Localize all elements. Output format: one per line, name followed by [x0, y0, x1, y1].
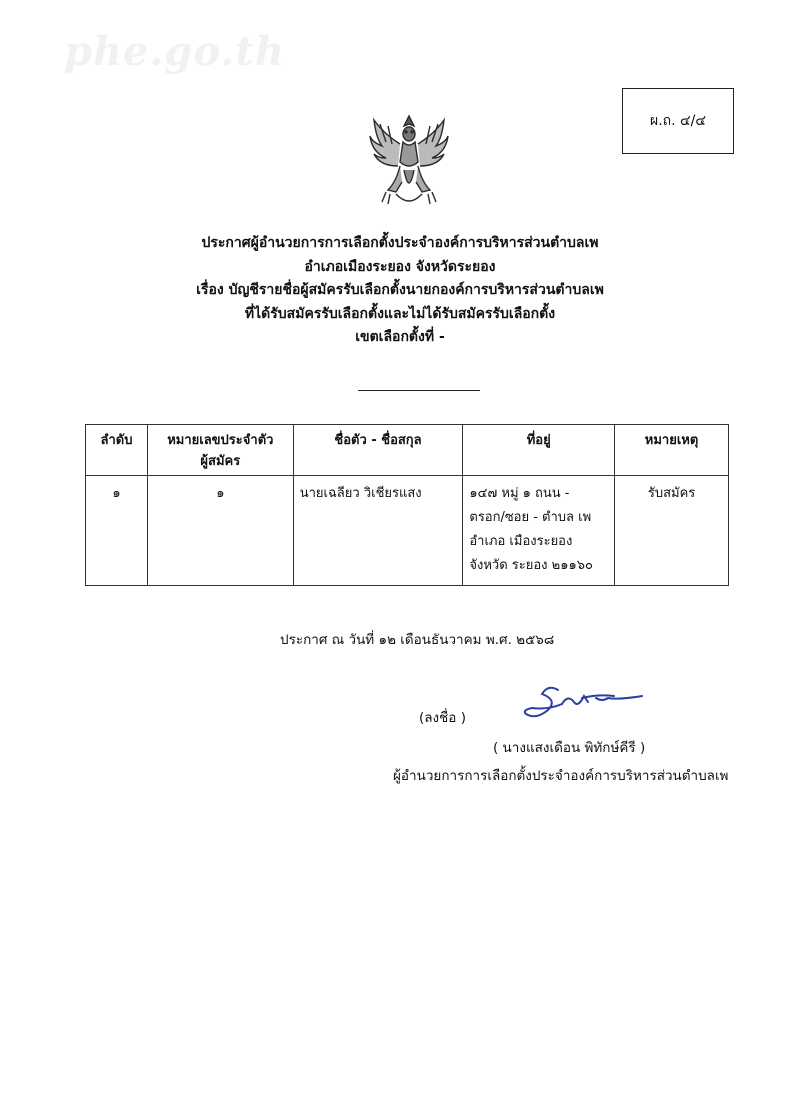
header-candidate-number — [147, 425, 293, 476]
address-line: ๑๔๗ หมู่ ๑ ถนน - — [469, 486, 570, 501]
heading — [0, 232, 800, 350]
header-remark: หมายเหตุ — [615, 425, 729, 476]
cell-order: ๑ — [86, 476, 148, 586]
header-order: ลำดับ — [86, 425, 148, 476]
signer-title: ผู้อำนวยการการเลือกตั้งประจำองค์การบริหารส่วนตำบลเพ — [393, 768, 729, 784]
header-number-line-1: หมายเลขประจำตัว — [167, 433, 274, 448]
cell-candidate-number: ๑ — [147, 476, 293, 586]
signature-label: (ลงชื่อ ) — [419, 710, 466, 726]
header-name: ชื่อตัว - ชื่อสกุล — [293, 425, 463, 476]
table-header-row — [86, 425, 729, 476]
handwritten-signature — [518, 680, 646, 728]
announcement-date: ประกาศ ณ วันที่ ๑๒ เดือนธันวาคม พ.ศ. ๒๕๖๘ — [280, 632, 555, 648]
signer-name: ( นางแสงเดือน พิทักษ์คีรี ) — [493, 740, 646, 756]
cell-address — [463, 476, 615, 586]
address-line: ตรอก/ซอย - ตำบล เพ — [469, 510, 592, 525]
form-code: ผ.ถ. ๔/๔ — [650, 113, 706, 129]
heading-line-1: ประกาศผู้อำนวยการการเลือกตั้งประจำองค์การบริหารส่วนตำบลเพ — [201, 235, 599, 251]
address-line: อำเภอ เมืองระยอง — [469, 534, 573, 549]
header-address: ที่อยู่ — [463, 425, 615, 476]
garuda-emblem-icon — [366, 112, 452, 212]
heading-line-2: อำเภอเมืองระยอง จังหวัดระยอง — [304, 258, 496, 275]
heading-line-3: เรื่อง บัญชีรายชื่อผู้สมัครรับเลือกตั้งนายกองค์การบริหารส่วนตำบลเพ — [196, 282, 604, 298]
table-row — [86, 476, 729, 586]
cell-remark: รับสมัคร — [615, 476, 729, 586]
heading-divider — [358, 390, 480, 391]
heading-line-5: เขตเลือกตั้งที่ - — [355, 329, 445, 345]
watermark: phe.go.th — [64, 28, 285, 75]
form-code-box — [622, 88, 734, 154]
header-number-line-2: ผู้สมัคร — [200, 454, 241, 469]
heading-line-4: ที่ได้รับสมัครรับเลือกตั้งและไม่ได้รับสมัครรับเลือกตั้ง — [244, 305, 556, 322]
candidate-table — [85, 424, 729, 586]
address-line: จังหวัด ระยอง ๒๑๑๖๐ — [469, 558, 593, 573]
cell-name: นายเฉลียว วิเชียรแสง — [293, 476, 463, 586]
